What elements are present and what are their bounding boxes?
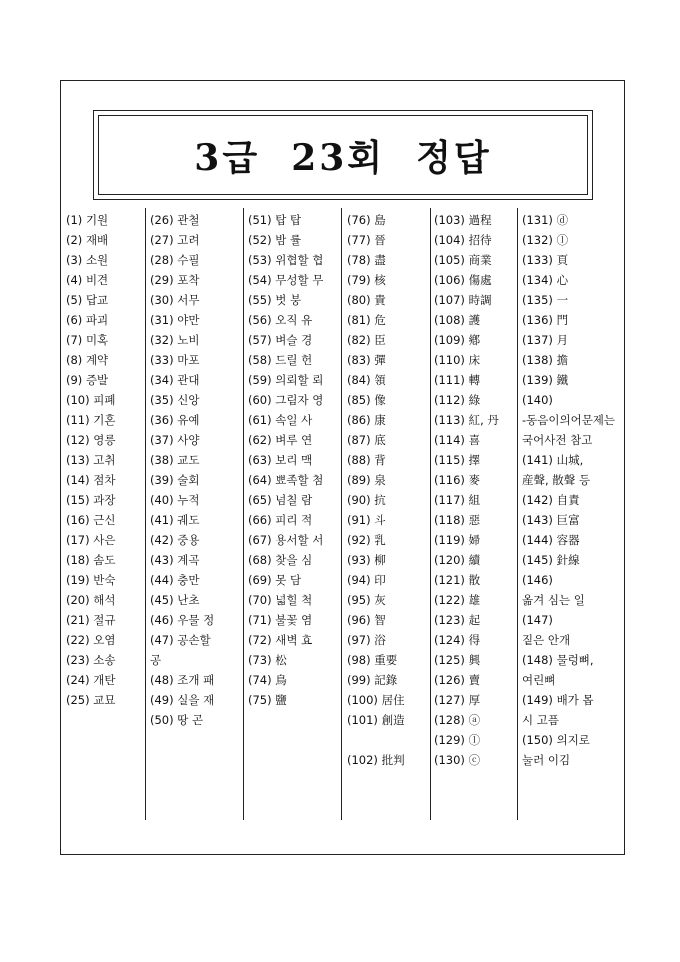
answer-entry: (65) 넘칠 람 [248,493,313,507]
answer-entry: (103) 過程 [434,213,492,227]
answer-entry: (29) 포착 [150,273,200,287]
answer-entry: (125) 興 [434,653,481,667]
answer-entry: (72) 새벽 효 [248,633,313,647]
answer-entry: (150) 의지로 [522,733,590,747]
answer-column-5 [434,210,514,770]
answer-entry: (111) 轉 [434,373,481,387]
answer-entry: (28) 수필 [150,253,200,267]
answer-entry: (143) 巨富 [522,513,580,527]
answer-entry: (61) 속일 사 [248,413,313,427]
answer-entry: (11) 기혼 [66,413,116,427]
answer-entry: (47) 공손할 [150,633,211,647]
answer-entry: (126) 賣 [434,673,481,687]
answer-entry: (50) 땅 곤 [150,713,204,727]
answer-entry: (134) 心 [522,273,569,287]
answer-entry: (76) 島 [347,213,386,227]
answer-entry: (33) 마포 [150,353,200,367]
answer-entry: 눌러 이김 [522,753,571,767]
answer-entry: (39) 술회 [150,473,200,487]
answer-entry: (15) 과장 [66,493,116,507]
answer-entry: (21) 절규 [66,613,116,627]
answer-entry: (141) 山城, [522,453,584,467]
answer-entry: (91) 斗 [347,513,386,527]
answer-entry: (27) 고려 [150,233,200,247]
answer-entry: (79) 核 [347,273,386,287]
answer-entry: (17) 사은 [66,533,116,547]
title-box [93,110,593,200]
column-divider [341,208,342,820]
answer-entry: (52) 밤 률 [248,233,302,247]
answer-entry: (13) 고취 [66,453,116,467]
answer-entry: (121) 散 [434,573,481,587]
answer-entry: (46) 우물 정 [150,613,215,627]
answer-entry: (7) 미혹 [66,333,109,347]
answer-entry: (78) 盡 [347,253,386,267]
answer-entry: (132) ⓛ [522,233,569,247]
answer-entry: (129) ⓛ [434,733,481,747]
answer-entry: (49) 실을 재 [150,693,215,707]
answer-entry: (140) [522,393,553,407]
answer-entry: (80) 貴 [347,293,386,307]
answer-entry: -동음이의어문제는 [522,413,616,427]
column-divider [145,208,146,820]
answer-entry: (90) 抗 [347,493,386,507]
answer-entry: (55) 벗 붕 [248,293,302,307]
answer-entry: (20) 해석 [66,593,116,607]
answer-entry: (149) 배가 몹 [522,693,594,707]
answer-entry: (35) 신앙 [150,393,200,407]
answer-column-3 [248,210,340,710]
answer-entry: (114) 喜 [434,433,481,447]
answer-entry: (95) 灰 [347,593,386,607]
answer-entry: (30) 서무 [150,293,200,307]
answer-entry: 옮겨 심는 일 [522,593,585,607]
answer-entry: (130) ⓒ [434,753,481,767]
answer-entry: (102) 批判 [347,753,405,767]
answer-column-1 [66,210,144,710]
answer-entry: (116) 麥 [434,473,481,487]
answer-entry: 국어사전 참고 [522,433,593,447]
answer-entry: (142) 自責 [522,493,580,507]
answer-entry: (5) 답교 [66,293,109,307]
title-inner-border [98,115,588,195]
answer-entry: 시 고픔 [522,713,559,727]
answer-entry: (136) 門 [522,313,569,327]
answer-entry: (51) 탑 탑 [248,213,302,227]
answer-entry: 짙은 안개 [522,633,571,647]
answer-entry: (131) ⓓ [522,213,569,227]
answer-entry: (26) 관철 [150,213,200,227]
answer-entry: 産聲, 散聲 등 [522,473,591,487]
answer-entry: (92) 乳 [347,533,386,547]
answer-entry: (53) 위협할 협 [248,253,324,267]
answer-entry: (108) 護 [434,313,481,327]
answer-entry: (117) 組 [434,493,481,507]
answer-entry: (93) 柳 [347,553,386,567]
answer-entry: (89) 泉 [347,473,386,487]
answer-entry: (100) 居住 [347,693,405,707]
answer-entry: (115) 擇 [434,453,481,467]
answer-entry: (25) 교묘 [66,693,116,707]
answer-entry: (24) 개탄 [66,673,116,687]
answer-entry: (113) 紅, 丹 [434,413,499,427]
answer-entry: (87) 底 [347,433,386,447]
answer-entry: (86) 康 [347,413,386,427]
answer-entry: (64) 뾰족할 첨 [248,473,324,487]
answer-entry: (135) 一 [522,293,569,307]
answer-entry: (148) 물렁뼈, [522,653,594,667]
answer-entry: 공 [150,653,162,667]
answer-entry: (101) 創造 [347,713,405,727]
answer-entry: (147) [522,613,553,627]
answer-entry: (106) 傷處 [434,273,492,287]
answer-entry: (36) 유예 [150,413,200,427]
answer-entry: (9) 증발 [66,373,109,387]
answer-entry [347,730,429,750]
answer-entry: (107) 時調 [434,293,492,307]
answer-entry: (88) 背 [347,453,386,467]
answer-entry: (57) 벼슬 경 [248,333,313,347]
answer-entry: (23) 소송 [66,653,116,667]
answer-entry: (144) 容器 [522,533,580,547]
answer-entry: (71) 불꽃 염 [248,613,313,627]
answer-entry: 여린뼈 [522,673,556,687]
answer-entry: (138) 擔 [522,353,569,367]
answer-entry: (31) 야만 [150,313,200,327]
answer-entry: (70) 넓힐 척 [248,593,313,607]
answer-entry: (146) [522,573,553,587]
answer-entry: (37) 사양 [150,433,200,447]
answer-entry: (32) 노비 [150,333,200,347]
answer-entry: (85) 像 [347,393,386,407]
answer-entry: (56) 오직 유 [248,313,313,327]
answer-entry: (145) 針線 [522,553,580,567]
answer-entry: (14) 점차 [66,473,116,487]
answer-entry: (69) 못 담 [248,573,302,587]
answer-entry: (133) 頁 [522,253,569,267]
answer-entry: (112) 綠 [434,393,481,407]
answer-entry: (18) 솜도 [66,553,116,567]
answer-entry: (127) 厚 [434,693,481,707]
answer-column-6 [522,210,618,770]
answer-entry: (94) 印 [347,573,386,587]
answer-entry: (19) 반숙 [66,573,116,587]
answer-entry: (40) 누적 [150,493,200,507]
answer-entry: (105) 商業 [434,253,492,267]
answer-entry: (122) 雄 [434,593,481,607]
page-title: 3급 23회 정답 [194,136,492,179]
answer-entry: (34) 관대 [150,373,200,387]
answer-entry: (73) 松 [248,653,287,667]
answer-entry: (96) 智 [347,613,386,627]
answer-entry: (12) 영릉 [66,433,116,447]
answer-entry: (6) 파괴 [66,313,109,327]
answer-entry: (84) 領 [347,373,386,387]
answer-entry: (118) 惡 [434,513,481,527]
answer-entry: (83) 彈 [347,353,386,367]
answer-entry: (48) 조개 패 [150,673,215,687]
answer-entry: (3) 소원 [66,253,109,267]
answer-entry: (104) 招待 [434,233,492,247]
answer-entry: (62) 벼루 연 [248,433,313,447]
answer-entry: (42) 중용 [150,533,200,547]
answer-entry: (59) 의뢰할 뢰 [248,373,324,387]
answer-entry: (77) 晉 [347,233,386,247]
answer-entry: (119) 婦 [434,533,481,547]
answer-entry: (68) 찾을 심 [248,553,313,567]
answer-entry: (120) 續 [434,553,481,567]
answer-entry: (60) 그림자 영 [248,393,324,407]
answer-entry: (123) 起 [434,613,481,627]
answer-entry: (139) 鐵 [522,373,569,387]
answer-entry: (54) 무성할 무 [248,273,324,287]
answer-entry: (44) 충만 [150,573,200,587]
answer-entry: (41) 궤도 [150,513,200,527]
answer-entry: (63) 보리 맥 [248,453,313,467]
answer-entry: (67) 용서할 서 [248,533,324,547]
answer-entry: (109) 鄕 [434,333,481,347]
answer-entry: (58) 드릴 헌 [248,353,313,367]
answer-entry: (74) 鳥 [248,673,287,687]
answer-entry: (38) 교도 [150,453,200,467]
answer-entry: (110) 床 [434,353,481,367]
column-divider [517,208,518,820]
answer-entry: (2) 재배 [66,233,109,247]
answer-entry: (10) 피폐 [66,393,116,407]
answer-entry: (99) 記錄 [347,673,398,687]
answer-entry: (75) 鹽 [248,693,287,707]
answer-column-4 [347,210,429,770]
column-divider [430,208,431,820]
answer-entry: (66) 피리 적 [248,513,313,527]
answer-entry: (43) 계곡 [150,553,200,567]
answer-entry: (1) 기원 [66,213,109,227]
answer-entry: (124) 得 [434,633,481,647]
answer-entry: (98) 重要 [347,653,398,667]
answer-entry: (128) ⓐ [434,713,481,727]
answer-entry: (8) 계약 [66,353,109,367]
answer-entry: (97) 浴 [347,633,386,647]
answer-entry: (45) 난초 [150,593,200,607]
answer-column-2 [150,210,245,730]
answer-entry: (16) 근신 [66,513,116,527]
answer-entry: (81) 危 [347,313,386,327]
answer-entry: (4) 비견 [66,273,109,287]
answer-entry: (22) 오염 [66,633,116,647]
answer-entry: (137) 月 [522,333,569,347]
answer-entry: (82) 臣 [347,333,386,347]
